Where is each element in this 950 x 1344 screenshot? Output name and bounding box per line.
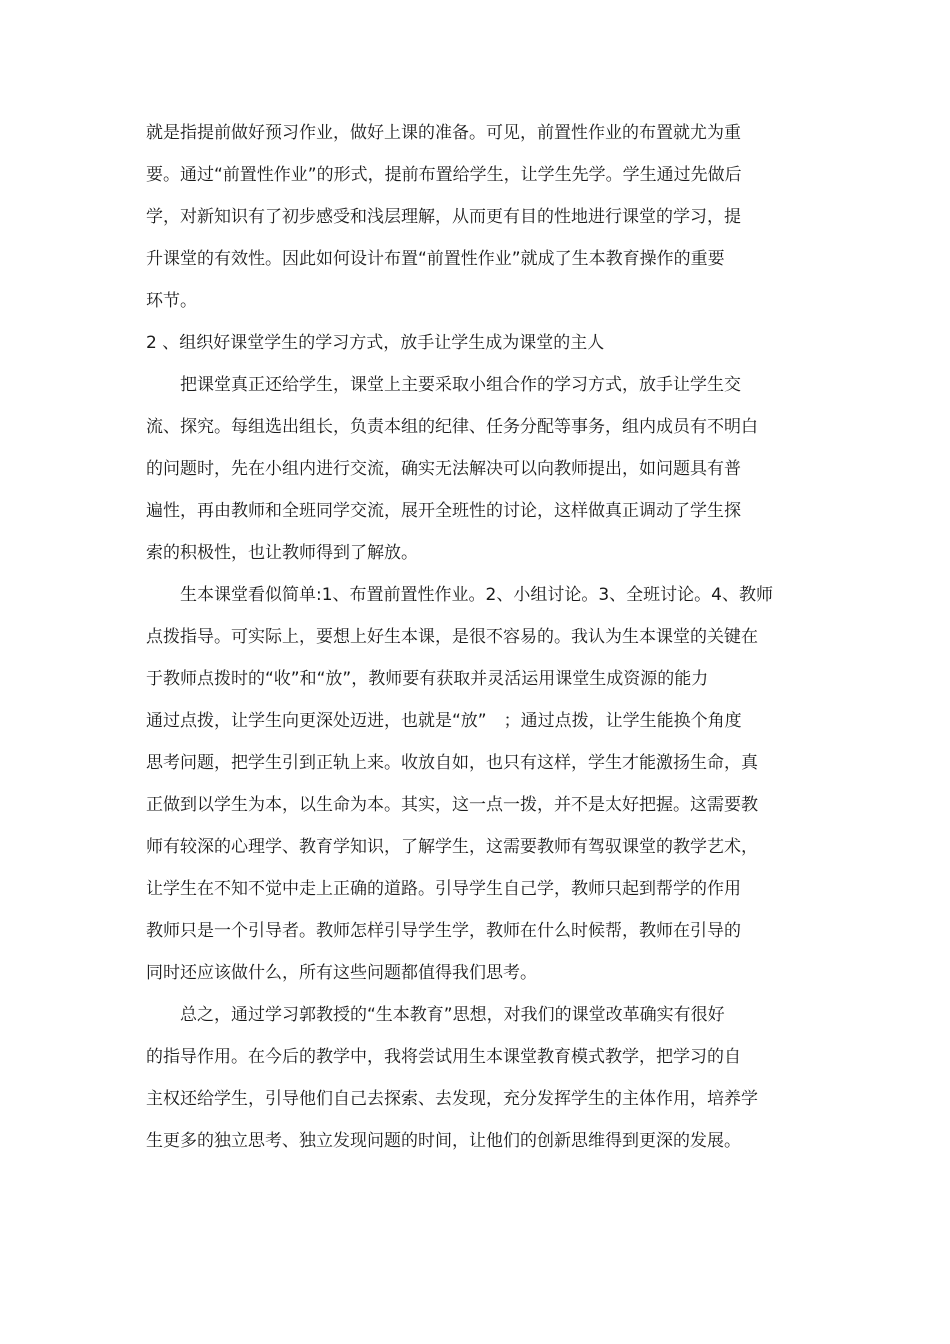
text-line: 生更多的独立思考、独立发现问题的时间，让他们的创新思维得到更深的发展。 bbox=[146, 1131, 741, 1151]
text-line: 就是指提前做好预习作业，做好上课的准备。可见，前置性作业的布置就尤为重 bbox=[146, 123, 741, 143]
text-line: 的问题时，先在小组内进行交流，确实无法解决可以向教师提出，如问题具有普 bbox=[146, 459, 741, 479]
text-line: 要。通过“前置性作业”的形式，提前布置给学生，让学生先学。学生通过先做后 bbox=[146, 165, 742, 185]
text-line: 升课堂的有效性。因此如何设计布置“前置性作业”就成了生本教育操作的重要 bbox=[146, 249, 725, 269]
text-line: 点拨指导。可实际上，要想上好生本课，是很不容易的。我认为生本课堂的关键在 bbox=[146, 627, 758, 647]
text-line: 思考问题，把学生引到正轨上来。收放自如，也只有这样，学生才能激扬生命，真 bbox=[146, 753, 758, 773]
text-line: 环节。 bbox=[146, 291, 197, 311]
text-line: 于教师点拨时的“收”和“放”，教师要有获取并灵活运用课堂生成资源的能力 bbox=[146, 669, 709, 689]
text-line: 学，对新知识有了初步感受和浅层理解，从而更有目的性地进行课堂的学习，提 bbox=[146, 207, 741, 227]
text-line: 的指导作用。在今后的教学中，我将尝试用生本课堂教育模式教学，把学习的自 bbox=[146, 1047, 741, 1067]
text-line: 总之，通过学习郭教授的“生本教育”思想，对我们的课堂改革确实有很好 bbox=[180, 1005, 725, 1025]
text-line: 生本课堂看似简单:1、布置前置性作业。2、小组讨论。3、全班讨论。4、教师 bbox=[180, 585, 773, 605]
text-line: 索的积极性，也让教师得到了解放。 bbox=[146, 543, 418, 563]
text-line: 师有较深的心理学、教育学知识，了解学生，这需要教师有驾驭课堂的教学艺术， bbox=[146, 837, 758, 857]
document-body bbox=[146, 112, 810, 1162]
text-line: 通过点拨，让学生向更深处迈进，也就是“放” ；通过点拨，让学生能换个角度 bbox=[146, 711, 742, 731]
text-line: 让学生在不知不觉中走上正确的道路。引导学生自己学，教师只起到帮学的作用 bbox=[146, 879, 741, 899]
text-line: 流、探究。每组选出组长，负责本组的纪律、任务分配等事务，组内成员有不明白 bbox=[146, 417, 758, 437]
text-line: 把课堂真正还给学生，课堂上主要采取小组合作的学习方式，放手让学生交 bbox=[180, 375, 741, 395]
text-line: 同时还应该做什么，所有这些问题都值得我们思考。 bbox=[146, 963, 537, 983]
text-line: 正做到以学生为本，以生命为本。其实，这一点一拨，并不是太好把握。这需要教 bbox=[146, 795, 758, 815]
text-line: 主权还给学生，引导他们自己去探索、去发现，充分发挥学生的主体作用，培养学 bbox=[146, 1089, 758, 1109]
section-heading: 2 、组织好课堂学生的学习方式，放手让学生成为课堂的主人 bbox=[146, 333, 605, 353]
text-line: 遍性，再由教师和全班同学交流，展开全班性的讨论，这样做真正调动了学生探 bbox=[146, 501, 741, 521]
text-line: 教师只是一个引导者。教师怎样引导学生学，教师在什么时候帮，教师在引导的 bbox=[146, 921, 741, 941]
